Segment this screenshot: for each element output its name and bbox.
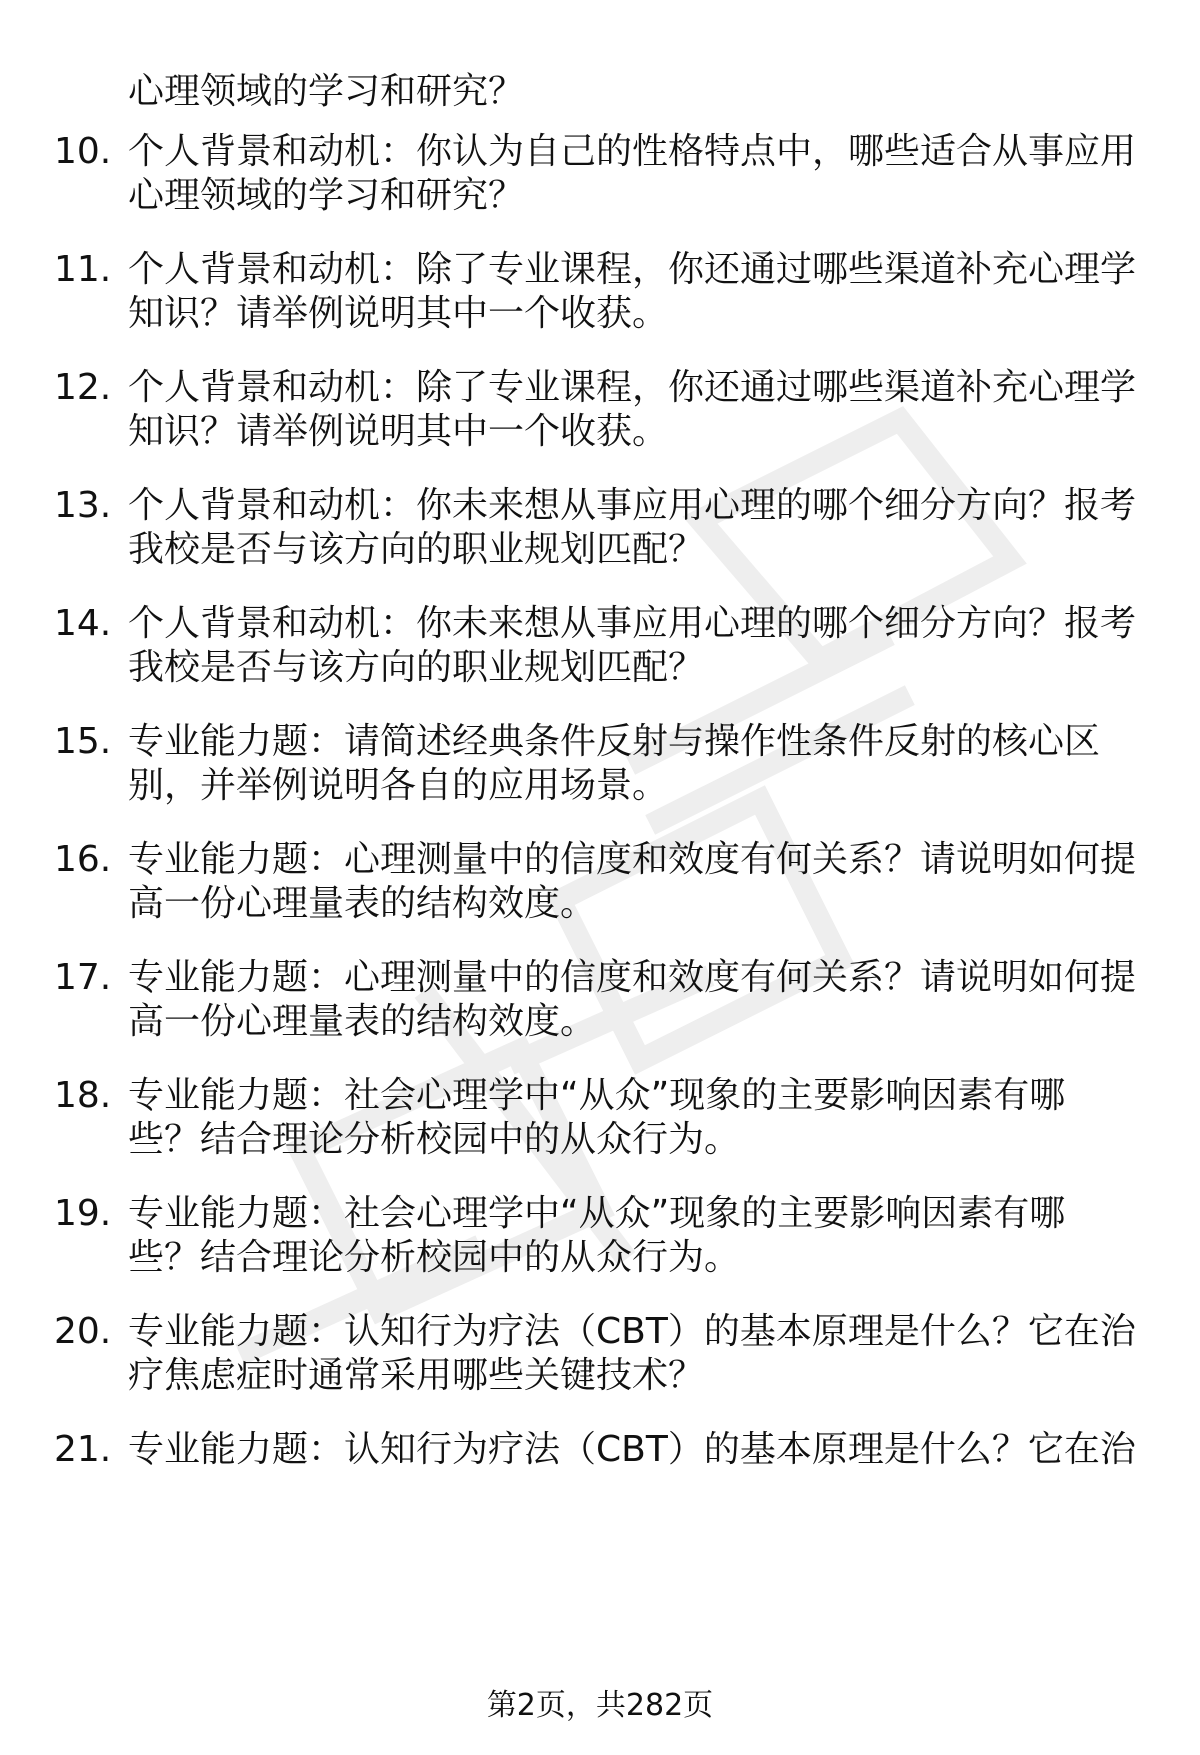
item-number: 10.	[54, 131, 112, 172]
item-number: 16.	[54, 839, 112, 880]
item-line-1: 个人背景和动机：除了专业课程，你还通过哪些渠道补充心理学	[128, 249, 1137, 290]
item-line-2: 高一份心理量表的结构效度。	[128, 1001, 597, 1042]
item-line-2: 我校是否与该方向的职业规划匹配？	[128, 647, 705, 688]
item-line-1: 个人背景和动机：你未来想从事应用心理的哪个细分方向？报考	[128, 485, 1137, 526]
item-line-1: 个人背景和动机：除了专业课程，你还通过哪些渠道补充心理学	[128, 367, 1137, 408]
item-line-1: 专业能力题：认知行为疗法（CBT）的基本原理是什么？它在治	[128, 1311, 1136, 1352]
item-line-1: 专业能力题：社会心理学中“从众”现象的主要影响因素有哪	[128, 1193, 1066, 1234]
item-number: 17.	[54, 957, 112, 998]
item-number: 20.	[54, 1311, 112, 1352]
item-line-2: 知识？请举例说明其中一个收获。	[128, 293, 669, 334]
item-line-1: 专业能力题：请简述经典条件反射与操作性条件反射的核心区	[128, 721, 1101, 762]
item-number: 19.	[54, 1193, 112, 1234]
item-line-1: 专业能力题：心理测量中的信度和效度有何关系？请说明如何提	[128, 839, 1137, 880]
item-line-1: 个人背景和动机：你认为自己的性格特点中，哪些适合从事应用	[128, 131, 1137, 172]
item-line-2: 心理领域的学习和研究？	[128, 175, 525, 216]
item-number: 12.	[54, 367, 112, 408]
continuation-line: 心理领域的学习和研究？	[128, 71, 525, 112]
item-line-1: 专业能力题：认知行为疗法（CBT）的基本原理是什么？它在治	[128, 1429, 1136, 1470]
item-number: 18.	[54, 1075, 112, 1116]
item-line-2: 疗焦虑症时通常采用哪些关键技术？	[128, 1355, 705, 1396]
item-line-2: 些？结合理论分析校园中的从众行为。	[128, 1237, 741, 1278]
item-number: 13.	[54, 485, 112, 526]
item-line-2: 我校是否与该方向的职业规划匹配？	[128, 529, 705, 570]
item-number: 15.	[54, 721, 112, 762]
item-line-2: 别，并举例说明各自的应用场景。	[128, 765, 669, 806]
item-line-1: 个人背景和动机：你未来想从事应用心理的哪个细分方向？报考	[128, 603, 1137, 644]
item-number: 21.	[54, 1429, 112, 1470]
page-footer: 第2页，共282页	[486, 1688, 714, 1723]
item-number: 11.	[54, 249, 112, 290]
item-line-1: 专业能力题：社会心理学中“从众”现象的主要影响因素有哪	[128, 1075, 1066, 1116]
item-number: 14.	[54, 603, 112, 644]
item-line-2: 知识？请举例说明其中一个收获。	[128, 411, 669, 452]
item-line-1: 专业能力题：心理测量中的信度和效度有何关系？请说明如何提	[128, 957, 1137, 998]
item-line-2: 高一份心理量表的结构效度。	[128, 883, 597, 924]
item-line-2: 些？结合理论分析校园中的从众行为。	[128, 1119, 741, 1160]
